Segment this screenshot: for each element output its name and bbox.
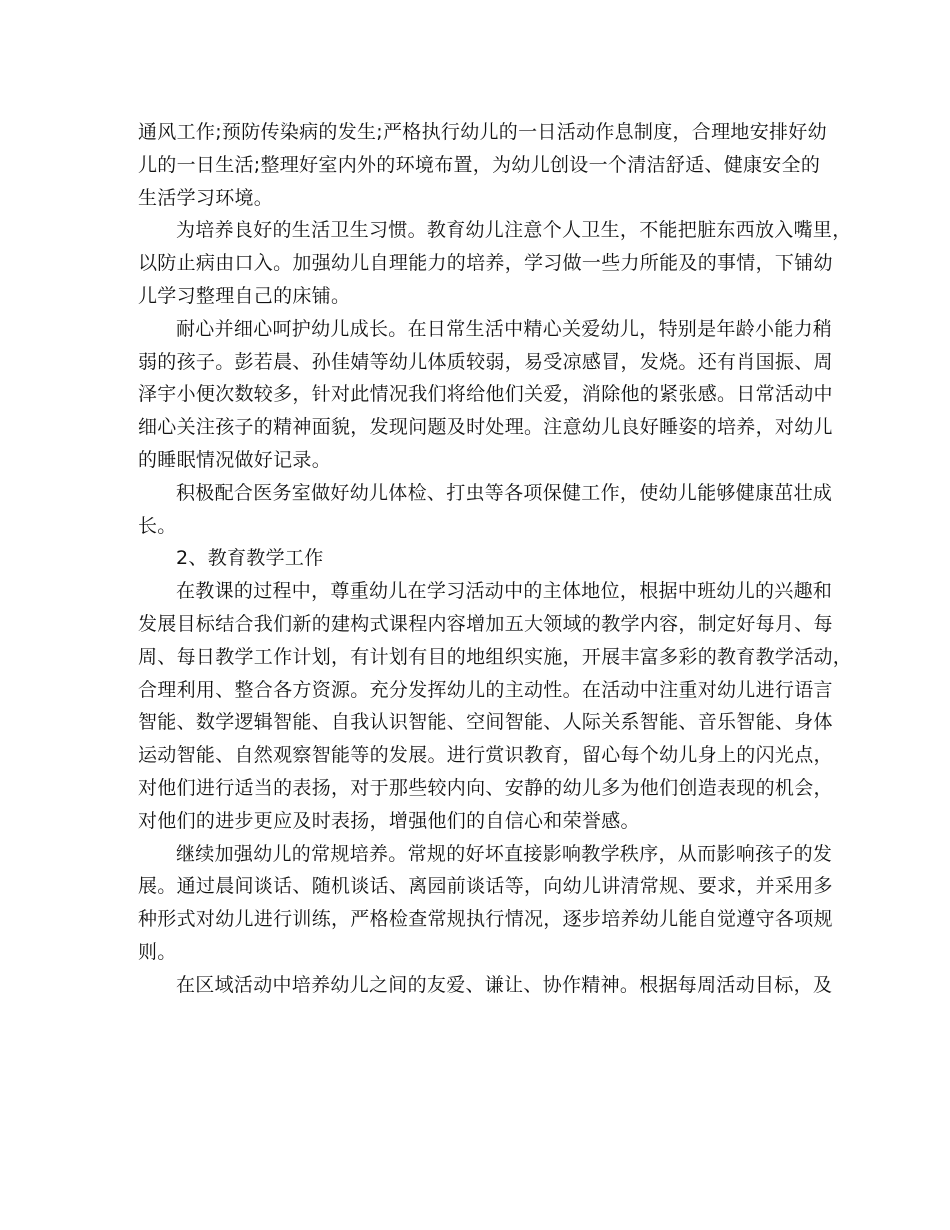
text-line: 合理利用、整合各方资源。充分发挥幼儿的主动性。在活动中注重对幼儿进行语言 (138, 678, 833, 701)
text-line: 以防止病由口入。加强幼儿自理能力的培养，学习做一些力所能及的事情，下铺幼 (138, 252, 833, 275)
document-body (138, 116, 853, 1002)
text-line: 在教课的过程中，尊重幼儿在学习活动中的主体地位，根据中班幼儿的兴趣和 (176, 580, 833, 603)
text-line: 泽宇小便次数较多，针对此情况我们将给他们关爱，消除他的紧张感。日常活动中 (138, 383, 833, 406)
paragraph (138, 838, 833, 969)
text-line: 生活学习环境。 (138, 186, 274, 209)
paragraph (138, 214, 852, 312)
text-line: 种形式对幼儿进行训练，严格检查常规执行情况，逐步培养幼儿能自觉遵守各项规 (138, 908, 833, 931)
text-line: 对他们的进步更应及时表扬，增强他们的自信心和荣誉感。 (138, 809, 640, 832)
text-line: 对他们进行适当的表扬，对于那些较内向、安静的幼儿多为他们创造表现的机会， (138, 776, 833, 799)
paragraph (138, 575, 853, 837)
text-line: 智能、数学逻辑智能、自我认识智能、空间智能、人际关系智能、音乐智能、身体 (138, 711, 833, 734)
text-line: 的睡眠情况做好记录。 (138, 448, 332, 471)
text-line: 周、每日教学工作计划，有计划有目的地组织实施，开展丰富多彩的教育教学活动， (138, 645, 853, 668)
text-line: 则。 (138, 940, 177, 963)
text-line: 2、教育教学工作 (176, 547, 324, 570)
text-line: 通风工作;预防传染病的发生;严格执行幼儿的一日活动作息制度，合理地安排好幼 (138, 121, 827, 143)
text-line: 长。 (138, 514, 177, 537)
text-line: 继续加强幼儿的常规培养。常规的好坏直接影响教学秩序，从而影响孩子的发 (176, 842, 833, 865)
text-line: 为培养良好的生活卫生习惯。教育幼儿注意个人卫生，不能把脏东西放入嘴里， (176, 219, 852, 242)
text-line: 展。通过晨间谈话、随机谈话、离园前谈话等，向幼儿讲清常规、要求，并采用多 (138, 875, 833, 898)
text-line: 发展目标结合我们新的建构式课程内容增加五大领域的教学内容，制定好每月、每 (138, 612, 833, 635)
paragraph (138, 542, 828, 575)
text-line: 儿的一日生活;整理好室内外的环境布置，为幼儿创设一个清洁舒适、健康安全的 (138, 153, 821, 176)
paragraph (138, 969, 833, 1002)
text-line: 儿学习整理自己的床铺。 (138, 284, 351, 307)
text-line: 在区域活动中培养幼儿之间的友爱、谦让、协作精神。根据每周活动目标，及 (176, 973, 833, 996)
text-line: 运动智能、自然观察智能等的发展。进行赏识教育，留心每个幼儿身上的闪光点， (138, 744, 833, 767)
text-line: 细心关注孩子的精神面貌，发现问题及时处理。注意幼儿良好睡姿的培养，对幼儿 (138, 416, 833, 439)
text-line: 耐心并细心呵护幼儿成长。在日常生活中精心关爱幼儿，特别是年龄小能力稍 (176, 317, 833, 340)
text-line: 弱的孩子。彭若晨、孙佳婧等幼儿体质较弱，易受凉感冒，发烧。还有肖国振、周 (138, 350, 833, 373)
paragraph (138, 116, 828, 214)
paragraph (138, 313, 833, 477)
paragraph (138, 477, 833, 543)
text-line: 积极配合医务室做好幼儿体检、打虫等各项保健工作，使幼儿能够健康茁壮成 (176, 481, 833, 504)
